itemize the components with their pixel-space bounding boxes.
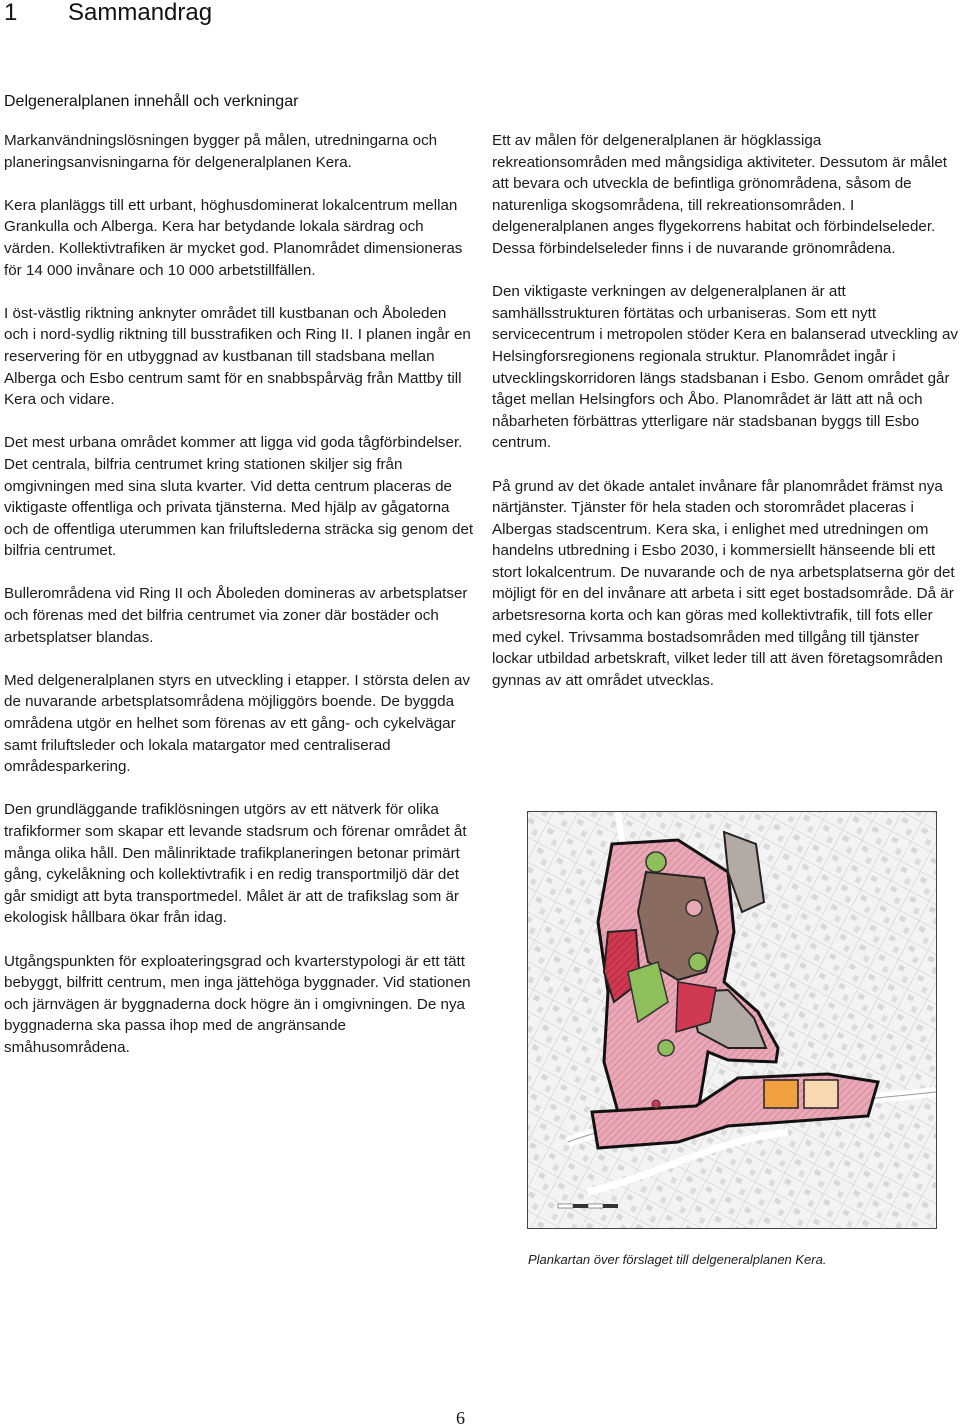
paragraph: Den viktigaste verkningen av delgeneralplanen är att samhällsstrukturen förtätas och urbaniseras. Som ett nytt servicecentrum i metropolen stöder Kera en balanserad utveckling av Helsingforsregionens regionala struktur. Planområdet ingår i utvecklingskorridoren längs stadsbanan i Esbo. Genom området går tåget mellan Helsingfors och Åbo. Planområdet är lätt att nå och nåbarheten förbättras ytterligare när stadsbanan byggs till Esbo centrum. <box>492 283 958 452</box>
paragraph: Utgångspunkten för exploateringsgrad och kvarterstypologi är ett tätt bebyggt, bilfritt centrum, men inga jättehöga byggnader. Vid stationen och järnvägen är byggnaderna dock högre än i omgivningen. De nya byggnaderna ska passa ihop med de angränsande småhusområdena. <box>4 952 471 1056</box>
pink-marker <box>686 900 702 916</box>
paragraph: I öst-västlig riktning anknyter området till kustbanan och Åboleden och i nord-sydlig riktning till busstrafiken och Ring II. I planen ingår en reservering för en utbyggnad av kustbanan till stadsbana mellan Alberga och Esbo centrum samt för en snabbspårväg från Mattby till Kera och vidare. <box>4 304 471 409</box>
red-marker <box>652 1100 660 1108</box>
green-marker <box>646 852 666 872</box>
plan-map <box>527 811 937 1229</box>
paragraph: Bullerområdena vid Ring II och Åboleden domineras av arbetsplatser och förenas med det bilfria centrumet via zoner där bostäder och arbetsplatser blandas. <box>4 585 468 646</box>
figure-caption: Plankartan över förslaget till delgeneralplanen Kera. <box>528 1252 827 1267</box>
paragraph: På grund av det ökade antalet invånare får planområdet främst nya närtjänster. Tjänster för hela staden och storområdet placeras i Albergas stadscentrum. Kera ska, i enlighet med utredningen om handelns utbredning i Esbo 2030, i kommersiellt hänseende bli ett stort lokalcentrum. De nuvarande och de nya arbetsplatserna gör det möjligt för en del invånare att arbeta i sitt eget bostadsområde. Då är arbetsresorna korta och kan göras med kollektivtrafik, till fots eller med cykel. Trivsamma bostadsområden med tillgång till tjänster lockar utbildad arbetskraft, vilket leder till att även företagsområden gynnas av att området utvecklas. <box>492 477 955 689</box>
chapter-heading <box>4 0 212 28</box>
section-heading: Delgeneralplanen innehåll och verkningar <box>4 93 299 110</box>
paragraph: Med delgeneralplanen styrs en utveckling i etapper. I största delen av de nuvarande arbetsplatsområdena möjliggörs boende. De byggda områdena utgör en helhet som förenas av ett gång- och cykelvägar samt friluftsleder och lokala matargator med centraliserad områdesparkering. <box>4 671 471 776</box>
paragraph: Det mest urbana området kommer att ligga vid goda tågförbindelser. Det centrala, bilfria centrumet kring stationen skiljer sig från omgivningen med sina sluta kvarter. Vid detta centrum placeras de viktigaste offentliga och privata tjänsterna. Med hjälp av gågatorna och de offentliga uterummen kan friluftslederna sträcka sig genom det bilfria centrumet. <box>4 434 474 560</box>
plan-map-drawing <box>528 812 936 1228</box>
zone-service <box>804 1080 838 1108</box>
paragraph: Den grundläggande trafiklösningen utgörs av ett nätverk för olika trafikformer som skapar ett levande stadsrum och förenar området åt många olika håll. Den målinriktade trafikplaneringen betonar primärt gång, cykelåkning och kollektivtrafik i en redig transportmiljö där det går smidigt att byta transportmedel. Målet är att de trafikslag som är ekologisk hållbara ökar från idag. <box>4 801 467 927</box>
paragraph: Ett av målen för delgeneralplanen är högklassiga rekreationsområden med mångsidiga aktiviteter. Dessutom är målet att bevara och utveckla de befintliga grönområdena, såsom de naturenliga skogsområdena, till rekreationsområden. I delgeneralplanen anges flygekorrens habitat och förbindelseleder. Dessa förbindelseleder finns i de nuvarande grönområdena. <box>492 132 947 257</box>
chapter-title: Sammandrag <box>68 0 213 26</box>
paragraph: Markanvändningslösningen bygger på målen, utredningarna och planeringsanvisningarna för delgeneralplanen Kera. <box>4 132 438 171</box>
page-number: 6 <box>456 1408 465 1428</box>
green-marker <box>658 1040 674 1056</box>
paragraph: Kera planläggs till ett urbant, höghusdominerat lokalcentrum mellan Grankulla och Alberga. Kera har betydande lokala särdrag och värden. Kollektivtrafiken är mycket god. Planområdet dimensioneras för 14 000 invånare och 10 000 arbetstillfällen. <box>4 196 463 279</box>
green-marker <box>689 953 707 971</box>
chapter-number: 1 <box>4 0 18 26</box>
right-column <box>492 130 960 713</box>
left-column <box>4 130 474 1080</box>
zone-orange <box>764 1080 798 1108</box>
